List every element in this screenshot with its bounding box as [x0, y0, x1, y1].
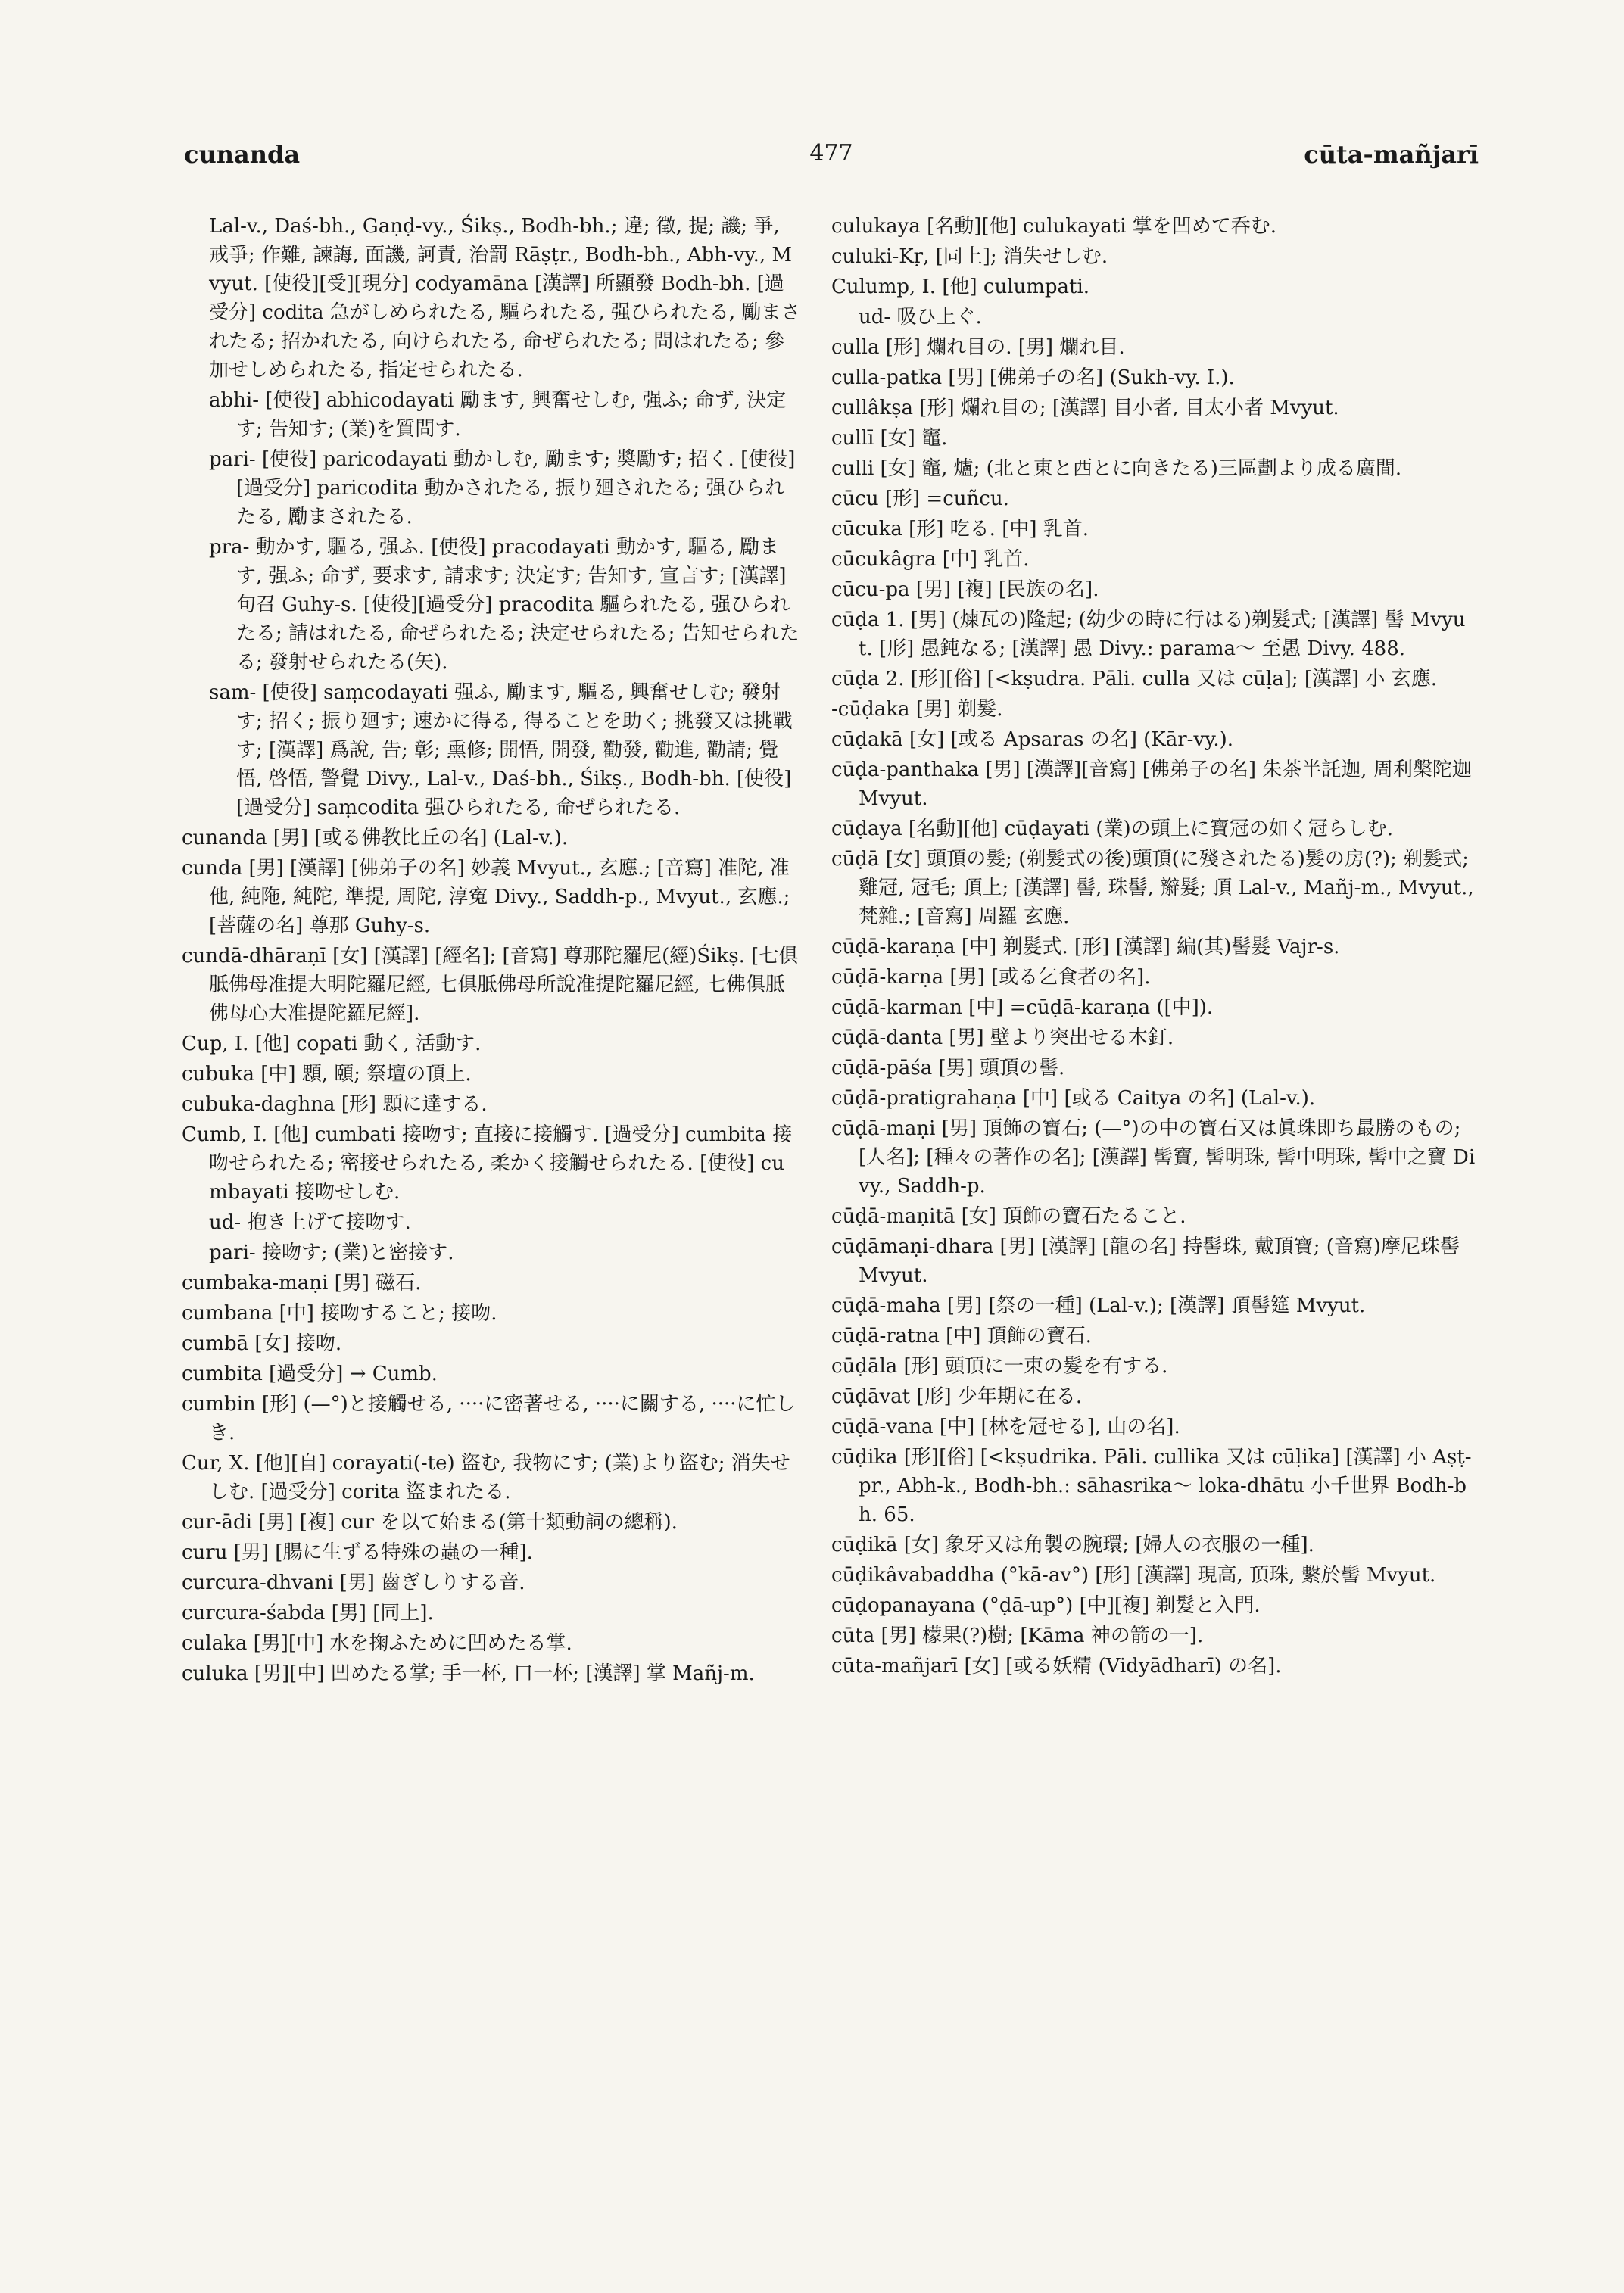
dictionary-entry: cūḍā-pāśa [男] 頭頂の髻.: [831, 1057, 1065, 1080]
dictionary-entry: cūḍāla [形] 頭頂に一束の髮を有する.: [831, 1355, 1168, 1378]
dictionary-entry: cumbin [形] (—°)と接觸せる, ····に密著せる, ····に關する, ····に忙しき.: [182, 1393, 796, 1444]
page-number: 477: [809, 140, 853, 167]
dictionary-entry: cunda [男] [漢譯] [佛弟子の名] 妙義 Mvyut., 玄應.; [音寫] 准陀, 准他, 純陁, 純陀, 準提, 周陀, 淳寃 Divy., Saddh-p., Mvyut., 玄應.; [菩薩の名] 尊那 Guhy-s.: [182, 857, 790, 937]
dictionary-entry: cūta-mañjarī [女] [或る妖精 (Vidyādharī) の名].: [831, 1655, 1282, 1678]
dictionary-entry: cūḍā-maṇitā [女] 頂飾の寶石たること.: [831, 1205, 1186, 1228]
dictionary-entry: -cūḍaka [男] 剃髮.: [831, 698, 1003, 721]
dictionary-entry: cūḍāmaṇi-dhara [男] [漢譯] [龍の名] 持髻珠, 戴頂寶; (音寫)摩尼珠髻 Mvyut.: [831, 1235, 1460, 1287]
dictionary-entry: cūḍā-maha [男] [祭の一種] (Lal-v.); [漢譯] 頂髻筵 Mvyut.: [831, 1294, 1366, 1317]
dictionary-entry: curcura-śabda [男] [同上].: [182, 1602, 434, 1625]
dictionary-entry: sam- [使役] saṃcodayati 强ふ, 勵ます, 驅る, 興奮せしむ; 發射す; 招く; 振り廻す; 速かに得る, 得ることを助く; 挑發又は挑戰す; [漢譯] 爲說, 告; 彰; 熏修; 開悟, 開發, 勸發, 勸進, 勸請; 覺悟, 啓悟, 警覺 Divy., Lal-v., Daś-bh., Śikṣ., Bodh-bh. [使役][過受分] saṃcodita 强ひられたる, 命ぜられたる.: [209, 681, 793, 819]
dictionary-entry: culla-patka [男] [佛弟子の名] (Sukh-vy. I.).: [831, 366, 1235, 389]
dictionary-entry: cūḍikâvabaddha (°kā-av°) [形] [漢譯] 現高, 頂珠, 繫於髻 Mvyut.: [831, 1564, 1436, 1587]
dictionary-entry: cūḍā-danta [男] 壁より突出せる木釘.: [831, 1027, 1174, 1049]
dictionary-entry: cūḍā-maṇi [男] 頂飾の寶石; (—°)の中の寶石又は眞珠即ち最勝のもの; [人名]; [種々の著作の名]; [漢譯] 髻寶, 髻明珠, 髻中明珠, 髻中之寶 Divy., Saddh-p.: [831, 1117, 1476, 1198]
dictionary-entry: cūcu-pa [男] [複] [民族の名].: [831, 578, 1099, 601]
dictionary-entry: cūḍa 2. [形][俗] [<kṣudra. Pāli. culla 又は cūḷa]; [漢譯] 小 玄應.: [831, 668, 1437, 690]
dictionary-entry: cūḍā-karman [中] =cūḍā-karaṇa ([中]).: [831, 996, 1214, 1019]
dictionary-entry: culuki-Kṛ, [同上]; 消失せしむ.: [831, 245, 1108, 268]
dictionary-entry: cūḍopanayana (°ḍā-up°) [中][複] 剃髮と入門.: [831, 1594, 1261, 1617]
dictionary-entry: cūḍā [女] 頭頂の髮; (剃髮式の後)頭頂(に殘されたる)髮の房(?); 剃髮式; 雞冠, 冠毛; 頂上; [漢譯] 髻, 珠髻, 辮髮; 頂 Lal-v., Mañj-m., Mvyut., 梵雜.; [音寫] 周羅 玄應.: [831, 848, 1474, 928]
dictionary-entry: cullī [女] 竈.: [831, 427, 948, 450]
dictionary-entry: culla [形] 爛れ目の. [男] 爛れ目.: [831, 336, 1125, 359]
dictionary-entry: cunanda [男] [或る佛教比丘の名] (Lal-v.).: [182, 827, 569, 849]
dictionary-entry: abhi- [使役] abhicodayati 勵ます, 興奮せしむ, 强ふ; 命ず, 決定す; 告知す; (業)を質問す.: [209, 389, 787, 441]
dictionary-entry: cūḍā-pratigrahaṇa [中] [或る Caitya の名] (Lal-v.).: [831, 1087, 1316, 1110]
dictionary-entry: cubuka-daghna [形] 顋に達する.: [182, 1093, 488, 1116]
dictionary-entry: Cup, I. [他] copati 動く, 活動す.: [182, 1033, 482, 1055]
dictionary-entry: Cumb, I. [他] cumbati 接吻す; 直接に接觸す. [過受分] cumbita 接吻せられたる; 密接せられたる, 柔かく接觸せられたる. [使役] cumbayati 接吻せしむ.: [182, 1123, 793, 1204]
page-header: [184, 140, 1479, 178]
dictionary-entry: culukaya [名動][他] culukayati 掌を凹めて呑む.: [831, 215, 1277, 238]
dictionary-entry: cūcukâgra [中] 乳首.: [831, 548, 1030, 571]
dictionary-entry: cundā-dhāraṇī [女] [漢譯] [經名]; [音寫] 尊那陀羅尼(經)Śikṣ. [七俱胝佛母准提大明陀羅尼經, 七俱胝佛母所說准提陀羅尼經, 七佛俱胝佛母心大准提陀羅尼經].: [182, 945, 799, 1025]
dictionary-entry: cumbā [女] 接吻.: [182, 1332, 342, 1355]
dictionary-entry: pari- 接吻す; (業)と密接す.: [209, 1242, 454, 1264]
dictionary-entry: cumbaka-maṇi [男] 磁石.: [182, 1272, 422, 1294]
dictionary-entry: Culump, I. [他] culumpati.: [831, 276, 1090, 298]
dictionary-entry: cullâkṣa [形] 爛れ目の; [漢譯] 目小者, 目太小者 Mvyut.: [831, 397, 1339, 419]
dictionary-entry: cubuka [中] 顋, 頤; 祭壇の頂上.: [182, 1063, 472, 1086]
dictionary-entry: cūḍā-ratna [中] 頂飾の寶石.: [831, 1325, 1092, 1347]
dictionary-entry: ud- 吸ひ上ぐ.: [859, 306, 982, 329]
left-column: [182, 212, 803, 1690]
dictionary-entry: curu [男] [腸に生ずる特殊の蟲の一種].: [182, 1541, 533, 1564]
dictionary-entry: pra- 動かす, 驅る, 强ふ. [使役] pracodayati 動かす, 驅る, 勵ます, 强ふ; 命ず, 要求す, 請求す; 決定す; 告知す, 宣言す; [漢譯] 句召 Guhy-s. [使役][過受分] pracodita 驅られたる, 强ひられたる; 請はれたる, 命ぜられたる; 決定せられたる; 告知せられたる; 發射せられたる(矢).: [209, 536, 800, 674]
dictionary-entry: ud- 抱き上げて接吻す.: [209, 1211, 411, 1234]
dictionary-entry: cūḍika [形][俗] [<kṣudrika. Pāli. cullika 又は cūḷika] [漢譯] 小 Aṣṭ-pr., Abh-k., Bodh-bh.: sāhasrika〜 loka-dhātu 小千世界 Bodh-bh. 65.: [831, 1446, 1472, 1526]
dictionary-entry: cūḍā-karṇa [男] [或る乞食者の名].: [831, 966, 1151, 989]
dictionary-entry: cūḍa 1. [男] (煉瓦の)隆起; (幼少の時に行はる)剃髮式; [漢譯] 髻 Mvyut. [形] 愚鈍なる; [漢譯] 愚 Divy.: parama〜 至愚 Divy. 488.: [831, 609, 1466, 660]
dictionary-entry: cūcuka [形] 吃る. [中] 乳首.: [831, 518, 1089, 541]
header-left-guide-word: cunanda: [184, 140, 301, 169]
dictionary-entry: cūḍa-panthaka [男] [漢譯][音寫] [佛弟子の名] 朱茶半託迦, 周利槃陀迦 Mvyut.: [831, 759, 1472, 810]
dictionary-entry: cumbana [中] 接吻すること; 接吻.: [182, 1302, 497, 1325]
right-column: [831, 212, 1479, 1682]
dictionary-entry: Lal-v., Daś-bh., Gaṇḍ-vy., Śikṣ., Bodh-bh.; 違; 徵, 提; 譏; 爭, 戒爭; 作難, 諫誨, 面譏, 訶責, 治罰 Rāṣṭr., Bodh-bh., Abh-vy., Mvyut. [使役][受][現分] codyamāna [漢譯] 所顯發 Bodh-bh. [過受分] codita 急がしめられたる, 驅られたる, 强ひられたる, 勵まされたる; 招かれたる, 向けられたる, 命ぜられたる; 問はれたる; 參加せしめられたる, 指定せられたる.: [209, 215, 801, 382]
dictionary-entry: cūḍāvat [形] 少年期に在る.: [831, 1385, 1083, 1408]
dictionary-entry: cur-ādi [男] [複] cur を以て始まる(第十類動詞の總稱).: [182, 1511, 678, 1534]
header-right-guide-word: cūta-mañjarī: [1304, 140, 1479, 169]
dictionary-entry: cūḍaya [名動][他] cūḍayati (業)の頭上に寶冠の如く冠らしむ.: [831, 818, 1393, 840]
dictionary-entry: cumbita [過受分] → Cumb.: [182, 1363, 438, 1385]
dictionary-entry: culaka [男][中] 水を掬ふために凹めたる掌.: [182, 1632, 572, 1655]
dictionary-entry: cūḍikā [女] 象牙又は角製の腕環; [婦人の衣服の一種].: [831, 1534, 1314, 1556]
dictionary-entry: Cur, X. [他][自] corayati(-te) 盜む, 我物にす; (業)より盜む; 消失せしむ. [過受分] corita 盜まれたる.: [182, 1452, 790, 1503]
dictionary-entry: pari- [使役] paricodayati 動かしむ, 勵ます; 奬勵す; 招く. [使役][過受分] paricodita 動かされたる, 振り廻されたる; 强ひられたる, 勵まされたる.: [209, 448, 796, 528]
dictionary-entry: culuka [男][中] 凹めたる掌; 手一杯, 口一杯; [漢譯] 掌 Mañj-m.: [182, 1662, 755, 1685]
dictionary-entry: curcura-dhvani [男] 齒ぎしりする音.: [182, 1572, 525, 1594]
dictionary-entry: cūḍakā [女] [或る Apsaras の名] (Kār-vy.).: [831, 728, 1234, 751]
dictionary-entry: cūta [男] 檬果(?)樹; [Kāma 神の箭の一].: [831, 1625, 1204, 1647]
dictionary-entry: cūḍā-vana [中] [林を冠せる], 山の名].: [831, 1416, 1180, 1438]
dictionary-entry: culli [女] 竈, 爐; (北と東と西とに向きたる)三區劃より成る廣間.: [831, 457, 1402, 480]
dictionary-entry: cūḍā-karaṇa [中] 剃髮式. [形] [漢譯] 編(其)髻髮 Vajr-s.: [831, 936, 1340, 958]
dictionary-entry: cūcu [形] =cuñcu.: [831, 488, 1009, 510]
